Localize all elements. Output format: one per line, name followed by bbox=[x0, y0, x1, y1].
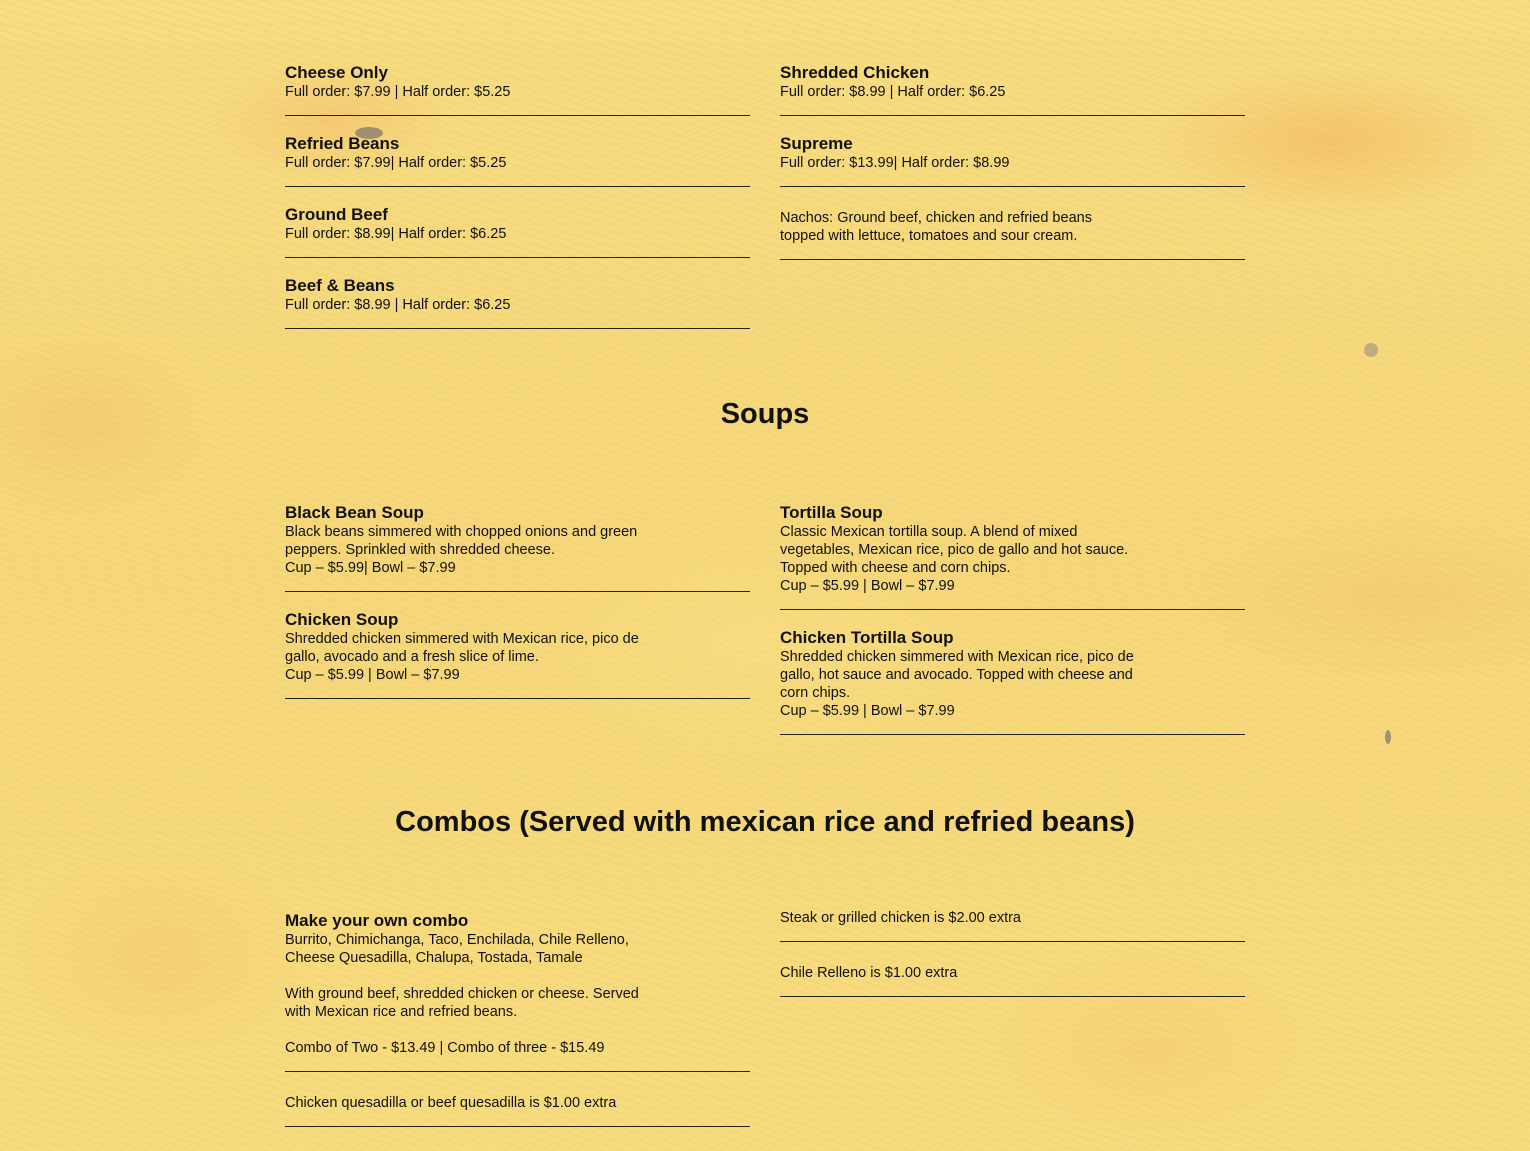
menu-item bbox=[780, 63, 1245, 116]
item-name: Refried Beans bbox=[285, 134, 400, 153]
menu-item bbox=[285, 134, 750, 187]
menu-item bbox=[780, 628, 1245, 735]
item-name: Supreme bbox=[780, 134, 853, 153]
menu-note bbox=[780, 960, 1245, 997]
item-price: Full order: $8.99 | Half order: $6.25 bbox=[285, 297, 511, 313]
nachos-left-column bbox=[285, 63, 750, 347]
combos-left-column bbox=[285, 911, 750, 1145]
menu-item bbox=[285, 911, 750, 1072]
combo-extra-note: Steak or grilled chicken is $2.00 extra bbox=[780, 910, 1021, 926]
item-desc: Burrito, Chimichanga, Taco, Enchilada, Chile Relleno, Cheese Quesadilla, Chalupa, Tostada, Tamale With ground beef, shredded chicken or cheese. Served with Mexican rice and refried beans. Combo of Two - $13.49 | Combo of three - $15.49 bbox=[285, 932, 639, 1056]
menu-item bbox=[285, 610, 750, 699]
menu-item bbox=[780, 503, 1245, 610]
item-name: Shredded Chicken bbox=[780, 63, 930, 82]
item-name: Ground Beef bbox=[285, 205, 388, 224]
soups-heading: Soups bbox=[720, 398, 810, 430]
nachos-note: Nachos: Ground beef, chicken and refried beans topped with lettuce, tomatoes and sour cream. bbox=[780, 210, 1092, 244]
item-price: Full order: $7.99 | Half order: $5.25 bbox=[285, 84, 511, 100]
menu-note bbox=[780, 205, 1245, 260]
item-name: Black Bean Soup bbox=[285, 503, 424, 522]
item-price: Full order: $13.99| Half order: $8.99 bbox=[780, 155, 1010, 171]
item-name: Beef & Beans bbox=[285, 276, 395, 295]
item-name: Tortilla Soup bbox=[780, 503, 883, 522]
item-desc: Shredded chicken simmered with Mexican rice, pico de gallo, hot sauce and avocado. Topped with cheese and corn chips. Cup – $5.99 | Bowl – $7.99 bbox=[780, 649, 1134, 719]
menu-item bbox=[285, 63, 750, 116]
menu-item bbox=[285, 205, 750, 258]
item-desc: Shredded chicken simmered with Mexican rice, pico de gallo, avocado and a fresh slice of lime. Cup – $5.99 | Bowl – $7.99 bbox=[285, 631, 639, 683]
combo-extra-note: Chile Relleno is $1.00 extra bbox=[780, 965, 958, 981]
menu-item bbox=[780, 134, 1245, 187]
item-desc: Black beans simmered with chopped onions and green peppers. Sprinkled with shredded cheese. Cup – $5.99| Bowl – $7.99 bbox=[285, 524, 638, 576]
menu-item bbox=[285, 276, 750, 329]
item-price: Full order: $8.99 | Half order: $6.25 bbox=[780, 84, 1006, 100]
combos-right-column bbox=[780, 909, 1245, 1015]
menu-note bbox=[285, 1090, 750, 1127]
item-name: Make your own combo bbox=[285, 911, 469, 930]
menu-note bbox=[780, 909, 1245, 942]
item-name: Chicken Soup bbox=[285, 610, 399, 629]
wall-speck bbox=[1385, 730, 1391, 744]
nachos-right-column bbox=[780, 63, 1245, 278]
combos-heading: Combos (Served with mexican rice and refried beans) bbox=[395, 806, 1135, 838]
item-name: Chicken Tortilla Soup bbox=[780, 628, 954, 647]
item-name: Cheese Only bbox=[285, 63, 388, 82]
wall-speck bbox=[1364, 343, 1378, 357]
soups-left-column bbox=[285, 503, 750, 717]
combo-extra-note: Chicken quesadilla or beef quesadilla is $1.00 extra bbox=[285, 1095, 617, 1111]
item-price: Full order: $8.99| Half order: $6.25 bbox=[285, 226, 507, 242]
menu-item bbox=[285, 503, 750, 592]
soups-right-column bbox=[780, 503, 1245, 753]
item-price: Full order: $7.99| Half order: $5.25 bbox=[285, 155, 507, 171]
item-desc: Classic Mexican tortilla soup. A blend of mixed vegetables, Mexican rice, pico de gallo and hot sauce. Topped with cheese and corn chips. Cup – $5.99 | Bowl – $7.99 bbox=[780, 524, 1129, 594]
